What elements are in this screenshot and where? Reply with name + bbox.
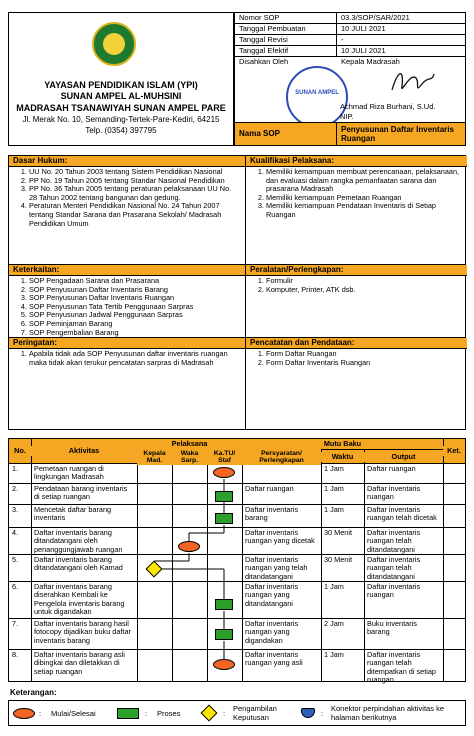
peringatan-list: 1. Apabila tidak ada SOP Penyusunan daftar inventaris ruangan maka tidak akan terukur pencatatan sarpras di Madrasah: [13, 350, 241, 367]
row-waktu: 30 Menit: [324, 528, 352, 537]
row-output: Daftar inventaris ruangan telah ditempatkan di setiap ruangan: [367, 650, 436, 685]
row-output: Daftar inventaris ruangan telah ditandatangani: [367, 555, 421, 581]
col-output: Output: [364, 452, 443, 462]
col-no: No.: [9, 446, 31, 456]
legend-decision: Pengambilan Keputusan: [233, 704, 277, 722]
meta-row: Tanggal Pembuatan 10 JULI 2021: [235, 24, 465, 35]
phone: Telp. (0354) 397795: [85, 126, 157, 135]
row-no: 2.: [12, 484, 19, 493]
col-waka: Waka Sarp.: [172, 449, 207, 465]
sop-name-row: [234, 122, 466, 146]
org-name-1: YAYASAN PENDIDIKAN ISLAM (YPI): [44, 80, 198, 90]
info-sections: [8, 155, 466, 430]
flow-process-box: [215, 513, 233, 524]
legend-start-end: Mulai/Selesai: [51, 709, 96, 718]
kualifikasi-title: Kualifikasi Pelaksana:: [246, 156, 467, 167]
col-waktu: Waktu: [321, 452, 364, 462]
flow-end-oval: [213, 659, 235, 670]
school-logo-icon: [92, 22, 136, 66]
row-output: Daftar ruangan: [367, 464, 416, 473]
row-output: Daftar inventaris ruangan telah dicetak: [367, 505, 437, 523]
legend: [8, 688, 466, 728]
kualifikasi-list: 1. Memiliki kemampuan membuat perencanaan, pelaksanaan, dan evaluasi dalam rangka pemanfaatan sarana dan prasarana Madrasah 2. Memiliki kemampuan Pemetaan Ruangan 3. Memiliki kemampuan Pendataan Inventaris di Setiap Ruangan: [250, 168, 463, 220]
meta-row: Nomor SOP 03.3/SOP/SAR/2021: [235, 13, 465, 24]
row-waktu: 1 Jam: [324, 582, 344, 591]
keterkaitan-list: 1. SOP Pengadaan Sarana dan Prasarana 2. SOP Penyusunan Daftar Inventaris Barang 3. SOP Penyusunan Daftar Inventaris Ruangan 4. SOP Penyusunan Tata Tertib Penggunaan Sarpras 5. SOP Penyusunan Jadwal Penggunaan Sarpras 6. SOP Peminjaman Barang 7. SOP Pengembalian Barang: [13, 277, 241, 337]
row-no: 3.: [12, 505, 19, 514]
row-no: 8.: [12, 650, 19, 659]
row-aktivitas: Daftar inventaris barang diserahkan Kembali ke Pengelola inventaris barang untuk digandakan: [34, 582, 125, 617]
row-persyaratan: Daftar inventaris ruangan yang ditandatangani: [245, 582, 299, 608]
row-waktu: 30 Menit: [324, 555, 352, 564]
row-aktivitas: Pendataan barang inventaris di setiap ruangan: [34, 484, 128, 502]
keterkaitan-title: Keterkaitan:: [9, 265, 245, 276]
legend-box: : Mulai/Selesai : Proses : Pengambilan Keputusan : Konektor perpindahan aktivitas ke halaman berikutnya: [8, 700, 466, 726]
row-no: 4.: [12, 528, 19, 537]
row-no: 7.: [12, 619, 19, 628]
signature: [388, 64, 438, 100]
flow-process-oval: [178, 541, 200, 552]
legend-title: Keterangan:: [10, 688, 57, 697]
flow-process-box: [215, 629, 233, 640]
address: Jl. Merak No. 10, Semanding-Tertek-Pare-Kediri, 64215: [22, 115, 220, 124]
row-output: Buku inventaris barang: [367, 619, 417, 637]
meta-row: Tanggal Efektif 10 JULI 2021: [235, 46, 465, 57]
legend-process-icon: [117, 708, 139, 719]
col-persyaratan: Persyaratan/ Perlengkapan: [242, 449, 321, 465]
meta-row: Tanggal Revisi -: [235, 35, 465, 46]
col-mutu-baku: Mutu Baku: [242, 439, 443, 449]
row-waktu: 1 Jam: [324, 484, 344, 493]
row-persyaratan: Daftar inventaris ruangan yang digandakan: [245, 619, 299, 645]
row-persyaratan: Daftar inventaris ruangan yang telah ditandatangani: [245, 555, 308, 581]
pencatatan-title: Pencatatan dan Pendataan:: [246, 338, 467, 349]
row-aktivitas: Daftar inventaris barang ditandatangani oleh penanggungjawab ruangan: [34, 528, 123, 554]
col-aktivitas: Aktivitas: [31, 446, 137, 456]
official-stamp: SUNAN AMPEL: [286, 66, 348, 128]
flow-process-box: [215, 599, 233, 610]
peralatan-list: 1. Formulir 2. Komputer, Printer, ATK dsb.: [250, 277, 463, 294]
row-aktivitas: Daftar inventaris barang ditandatangani oleh Kamad: [34, 555, 123, 573]
row-aktivitas: Mencetak daftar barang inventaris: [34, 505, 112, 523]
row-aktivitas: Pemetaan ruangan di lingkungan Madrasah: [34, 464, 104, 482]
row-waktu: 1 Jam: [324, 650, 344, 659]
legend-connector-icon: [301, 708, 315, 718]
row-output: Daftar inventaris ruangan telah ditandatangani: [367, 528, 421, 554]
signer-name: Achmad Riza Burhani, S.Ud.: [340, 102, 436, 111]
peralatan-title: Peralatan/Perlengkapan:: [246, 265, 467, 276]
col-ket: Ket.: [443, 446, 465, 456]
sop-name-label: Nama SOP: [235, 123, 337, 145]
row-waktu: 1 Jam: [324, 464, 344, 473]
row-no: 5.: [12, 555, 19, 564]
row-persyaratan: Daftar ruangan: [245, 484, 294, 493]
legend-decision-icon: [201, 705, 218, 722]
org-name-2: SUNAN AMPEL AL-MUHSINI: [60, 91, 182, 101]
row-persyaratan: Daftar inventaris ruangan yang dicetak: [245, 528, 315, 546]
row-waktu: 2 Jam: [324, 619, 344, 628]
row-output: Daftar inventaris ruangan: [367, 582, 421, 600]
legend-connector: Konektor perpindahan aktivitas ke halaman berikutnya: [331, 704, 444, 722]
pencatatan-list: 1. Form Daftar Ruangan 2. Form Daftar Inventaris Ruangan: [250, 350, 463, 367]
flow-process-box: [215, 491, 233, 502]
col-katu: Ka.TU/ Staf: [207, 449, 242, 465]
school-name: MADRASAH TSANAWIYAH SUNAN AMPEL PARE: [16, 103, 226, 113]
dasar-hukum-list: 1. UU No. 20 Tahun 2003 tentang Sistem Pendidikan Nasional 2. PP No. 19 Tahun 2005 tentang Standar Nasional Pendidikan 3. PP No. 36 Tahun 2005 tentang peraturan pelaksanaan UU No. 28 Tahun 2002 tentang bangunan dan gedung. 4. Peraturan Menteri Pendidikan Nasional No. 24 Tahun 2007 tentang Standar Sarana dan Prasarana Sekolah/ Madrasah Pendidikan Umum: [13, 168, 241, 228]
flow-lines: [9, 439, 465, 681]
col-kepala: Kepala Mad.: [137, 449, 172, 465]
row-no: 6.: [12, 582, 19, 591]
row-no: 1.: [12, 464, 19, 473]
flow-start-oval: [213, 467, 235, 478]
meta-row: Disahkan Oleh Kepala Madrasah: [235, 57, 465, 68]
legend-process: Proses: [157, 709, 181, 718]
peringatan-title: Peringatan:: [9, 338, 245, 349]
col-pelaksana: Pelaksana: [137, 439, 242, 449]
row-aktivitas: Daftar inventaris barang asli dibingkai dan diletakkan di setiap ruangan: [34, 650, 125, 676]
row-waktu: 1 Jam: [324, 505, 344, 514]
row-persyaratan: Daftar inventaris barang: [245, 505, 299, 523]
row-output: Daftar inventaris ruangan: [367, 484, 421, 502]
signer-nip: NIP.: [340, 112, 354, 121]
procedure-flow-table: [8, 438, 466, 685]
legend-oval-icon: [13, 708, 35, 719]
dasar-hukum-title: Dasar Hukum:: [9, 156, 245, 167]
row-persyaratan: Daftar inventaris ruangan yang asli: [245, 650, 303, 668]
sop-name-value: Penyusunan Daftar Inventaris Ruangan: [337, 123, 465, 145]
row-aktivitas: Daftar inventaris barang hasil fotocopy dijadikan buku daftar inventaris barang: [34, 619, 131, 645]
